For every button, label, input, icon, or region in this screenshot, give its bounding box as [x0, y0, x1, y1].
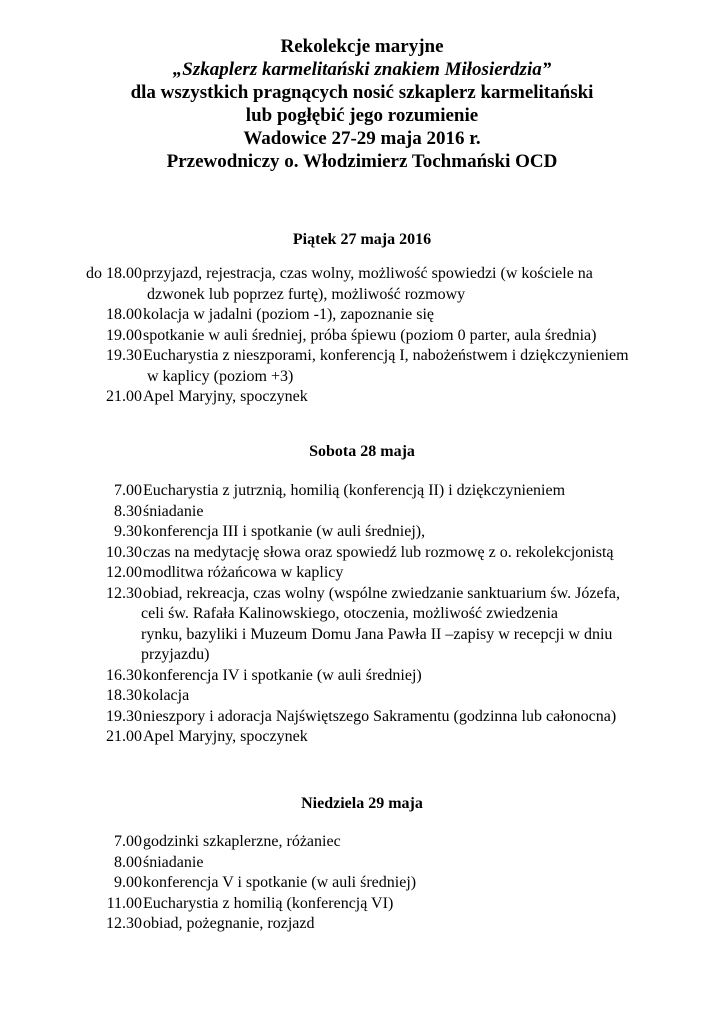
schedule-entry — [0, 522, 724, 543]
retreat-leader: Przewodniczy o. Włodzimierz Tochmański OCD — [166, 151, 558, 172]
schedule-entry — [0, 502, 724, 523]
retreat-audience: dla wszystkich pragnących nosić szkaplerz karmelitański — [130, 82, 594, 103]
entry-description: Apel Maryjny, spoczynek — [143, 728, 308, 745]
retreat-title: Rekolekcje maryjne — [280, 36, 444, 57]
entry-description: spotkanie w auli średniej, próba śpiewu (poziom 0 parter, aula średnia) — [143, 326, 597, 344]
friday-schedule — [0, 264, 724, 408]
entry-time: 21.00 — [106, 728, 142, 745]
entry-description: Eucharystia z homilią (konferencją VI) — [143, 894, 394, 912]
entry-time: 21.00 — [106, 388, 142, 405]
schedule-entry — [0, 305, 724, 326]
entry-description: obiad, rekreacja, czas wolny (wspólne zwiedzanie sanktuarium św. Józefa, — [143, 584, 620, 602]
entry-description: nieszpory i adoracja Najświętszego Sakramentu (godzinna lub całonocna) — [143, 707, 617, 725]
schedule-entry — [0, 584, 724, 666]
entry-description: konferencja V i spotkanie (w auli średniej) — [143, 874, 417, 891]
entry-description: Eucharystia z jutrznią, homilią (konferencją II) i dziękczynieniem — [143, 482, 566, 499]
entry-description: konferencja IV i spotkanie (w auli średniej) — [143, 666, 422, 684]
entry-time: 11.00 — [106, 894, 142, 912]
entry-time: 18.00 — [106, 306, 142, 323]
document-header — [0, 35, 724, 173]
entry-time: 19.00 — [106, 326, 142, 344]
entry-description: przyjazd, rejestracja, czas wolny, możliwość spowiedzi (w kościele na — [143, 265, 593, 282]
entry-description: śniadanie — [143, 502, 204, 520]
entry-time: 7.00 — [114, 482, 142, 499]
schedule-entry — [0, 387, 724, 408]
entry-time: 9.30 — [114, 523, 142, 540]
schedule-entry — [0, 346, 724, 387]
friday-title: Piątek 27 maja 2016 — [292, 231, 432, 248]
entry-time: 12.00 — [106, 564, 142, 581]
entry-description: śniadanie — [143, 853, 204, 871]
entry-description: czas na medytację słowa oraz spowiedź lub rozmowę z o. rekolekcjonistą — [143, 543, 614, 561]
schedule-entry — [0, 563, 724, 584]
entry-description-cont: celi św. Rafała Kalinowskiego, otoczenia, możliwość zwiedzenia — [141, 605, 559, 622]
sunday-title: Niedziela 29 maja — [301, 795, 423, 812]
schedule-entry — [0, 894, 724, 915]
entry-description: Eucharystia z nieszporami, konferencją I, nabożeństwem i dziękczynieniem — [143, 347, 629, 364]
saturday-schedule — [0, 481, 724, 748]
entry-time: 12.30 — [106, 584, 142, 602]
retreat-theme: „Szkaplerz karmelitański znakiem Miłosierdzia” — [172, 59, 552, 80]
entry-time: 12.30 — [106, 915, 142, 932]
entry-time: 9.00 — [114, 874, 142, 891]
schedule-entry — [0, 914, 724, 935]
entry-description: obiad, pożegnanie, rozjazd — [143, 915, 315, 932]
schedule-entry — [0, 666, 724, 687]
schedule-entry — [0, 832, 724, 853]
entry-time: 19.30 — [106, 347, 142, 364]
schedule-entry — [0, 543, 724, 564]
schedule-entry — [0, 326, 724, 347]
retreat-audience-cont: lub pogłębić jego rozumienie — [245, 105, 479, 126]
entry-description-cont: dzwonek lub poprzez furtę), możliwość rozmowy — [147, 285, 466, 303]
schedule-entry — [0, 873, 724, 894]
retreat-dates: Wadowice 27-29 maja 2016 r. — [243, 128, 481, 149]
entry-time: do 18.00 — [86, 265, 142, 282]
schedule-entry — [0, 686, 724, 707]
entry-description: kolacja w jadalni (poziom -1), zapoznanie się — [143, 306, 434, 323]
entry-time: 19.30 — [106, 707, 142, 725]
saturday-title: Sobota 28 maja — [309, 443, 415, 460]
schedule-entry — [0, 853, 724, 874]
entry-description: godzinki szkaplerzne, różaniec — [143, 833, 341, 850]
entry-time: 7.00 — [114, 833, 142, 850]
schedule-entry — [0, 481, 724, 502]
entry-description-cont: w kaplicy (poziom +3) — [147, 367, 294, 385]
entry-description-cont: rynku, bazyliki i Muzeum Domu Jana Pawła II –zapisy w recepcji w dniu — [141, 625, 613, 643]
entry-time: 10.30 — [106, 543, 142, 561]
schedule-entry — [0, 264, 724, 305]
entry-description-cont: przyjazdu) — [141, 646, 210, 663]
entry-time: 16.30 — [106, 666, 142, 684]
entry-description: konferencja III i spotkanie (w auli średniej), — [143, 523, 426, 540]
entry-time: 8.30 — [114, 502, 142, 520]
entry-time: 8.00 — [114, 853, 142, 871]
schedule-entry — [0, 727, 724, 748]
entry-time: 18.30 — [106, 687, 142, 704]
entry-description: kolacja — [143, 687, 190, 704]
sunday-schedule — [0, 832, 724, 935]
entry-description: modlitwa różańcowa w kaplicy — [143, 564, 344, 581]
entry-description: Apel Maryjny, spoczynek — [143, 388, 308, 405]
schedule-entry — [0, 707, 724, 728]
